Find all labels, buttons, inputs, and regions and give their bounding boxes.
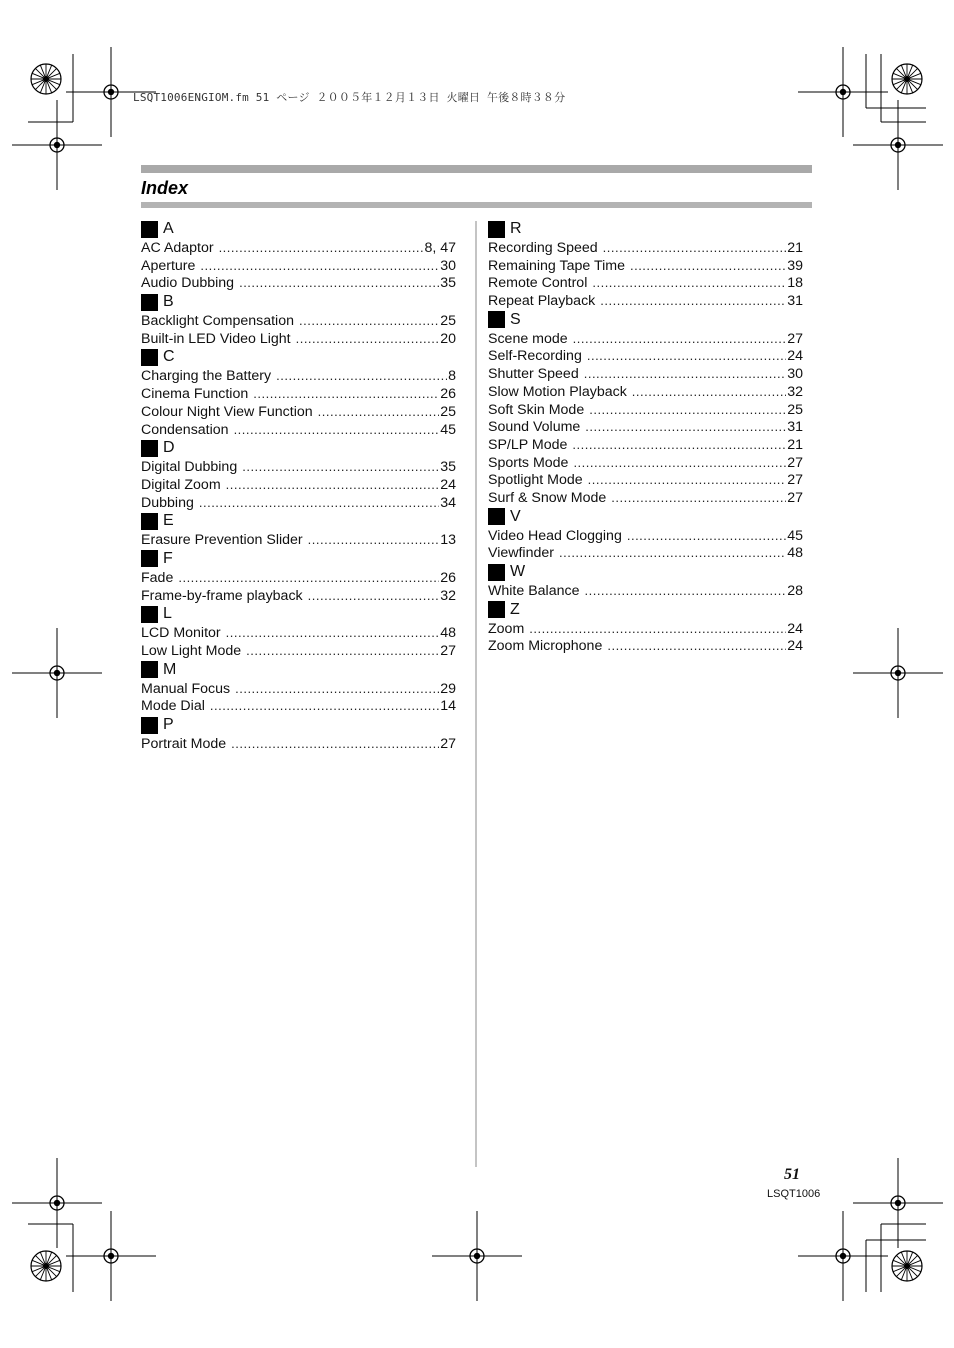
index-page-ref: 24: [440, 476, 456, 493]
index-entry: [488, 527, 803, 545]
dot-leader: [239, 274, 439, 292]
index-entry: [488, 292, 803, 310]
index-page-ref: 27: [787, 489, 803, 506]
dot-leader: [246, 642, 439, 660]
index-page-ref: 24: [787, 348, 803, 365]
index-entry: [141, 385, 456, 403]
dot-leader: [276, 367, 447, 385]
index-page-ref: 8, 47: [424, 240, 456, 256]
index-entry: [141, 735, 456, 753]
index-term: Video Head Clogging: [488, 527, 622, 544]
index-column-left: [141, 219, 456, 753]
index-term: Mode Dial: [141, 698, 205, 715]
dot-leader: [199, 494, 439, 512]
index-group-heading: [488, 219, 803, 239]
dot-leader: [603, 239, 787, 257]
index-entry: [488, 620, 803, 638]
index-page-ref: 35: [440, 275, 456, 292]
index-term: Built-in LED Video Light: [141, 330, 291, 347]
index-group-heading: [141, 219, 456, 239]
index-page-ref: 27: [440, 643, 456, 659]
index-term: Digital Dubbing: [141, 459, 238, 476]
dot-leader: [627, 527, 786, 545]
index-entry: [141, 312, 456, 330]
dot-leader: [630, 257, 786, 275]
index-entry: [141, 494, 456, 512]
index-page-ref: 24: [787, 620, 803, 637]
column-divider: [475, 221, 477, 1167]
index-term: Repeat Playback: [488, 293, 596, 310]
index-page-ref: 31: [787, 419, 803, 436]
dot-leader: [234, 421, 440, 439]
index-page-ref: 39: [787, 257, 803, 274]
dot-leader: [235, 680, 439, 698]
index-term: Spotlight Mode: [488, 472, 583, 489]
index-group-heading: [141, 604, 456, 624]
section-square-icon: [488, 221, 505, 238]
index-entry: [141, 274, 456, 292]
index-letter: L: [163, 605, 172, 623]
index-entry: [141, 330, 456, 348]
dot-leader: [231, 735, 439, 753]
index-term: Recording Speed: [488, 240, 598, 256]
index-page-ref: 28: [787, 583, 803, 599]
index-term: Zoom Microphone: [488, 638, 603, 655]
dot-leader: [308, 531, 440, 549]
dot-leader: [296, 330, 440, 348]
index-term: Erasure Prevention Slider: [141, 532, 303, 549]
dot-leader: [584, 582, 786, 600]
index-letter: R: [510, 220, 522, 237]
index-group-heading: [488, 310, 803, 330]
section-square-icon: [141, 661, 158, 678]
index-page-ref: 14: [440, 698, 456, 715]
index-page-ref: 35: [440, 459, 456, 476]
index-page-ref: 13: [440, 532, 456, 549]
dot-leader: [559, 544, 786, 562]
index-entry: [488, 274, 803, 292]
index-page-ref: 31: [787, 293, 803, 310]
index-term: LCD Monitor: [141, 625, 221, 642]
dot-leader: [299, 312, 439, 330]
index-entry: [488, 383, 803, 401]
index-group-heading: [141, 511, 456, 531]
index-term: Portrait Mode: [141, 736, 227, 753]
index-term: Frame-by-frame playback: [141, 587, 303, 604]
index-term: Sports Mode: [488, 454, 569, 471]
index-letter: A: [163, 220, 174, 237]
section-square-icon: [141, 221, 158, 238]
index-term: Manual Focus: [141, 680, 231, 697]
index-page-ref: 32: [440, 587, 456, 604]
index-term: Colour Night View Function: [141, 403, 313, 420]
section-square-icon: [141, 513, 158, 530]
index-term: Remote Control: [488, 275, 588, 292]
dot-leader: [600, 292, 786, 310]
dot-leader: [308, 587, 440, 605]
index-term: Aperture: [141, 257, 196, 274]
dot-leader: [572, 436, 786, 454]
index-letter: C: [163, 348, 175, 366]
index-entry: [141, 531, 456, 549]
title-rule-bottom: [141, 202, 812, 208]
index-term: Soft Skin Mode: [488, 401, 585, 418]
index-term: Zoom: [488, 620, 525, 637]
index-entry: [141, 421, 456, 439]
dot-leader: [226, 476, 440, 494]
index-page-ref: 48: [787, 545, 803, 562]
index-page-ref: 26: [440, 386, 456, 403]
dot-leader: [242, 458, 439, 476]
section-square-icon: [488, 508, 505, 525]
dot-leader: [529, 620, 786, 638]
index-page-ref: 20: [440, 330, 456, 347]
index-entry: [488, 454, 803, 472]
index-page-ref: 30: [440, 257, 456, 274]
index-letter: S: [510, 310, 521, 328]
index-page-ref: 45: [440, 421, 456, 438]
index-page-ref: 34: [440, 494, 456, 511]
index-group-heading: [141, 438, 456, 458]
index-term: Low Light Mode: [141, 643, 242, 659]
index-term: Surf & Snow Mode: [488, 489, 607, 506]
index-entry: [141, 697, 456, 715]
index-page-ref: 27: [787, 330, 803, 347]
page-title: Index: [141, 178, 189, 198]
dot-leader: [573, 454, 786, 472]
index-page-ref: 32: [787, 383, 803, 400]
dot-leader: [573, 330, 787, 348]
index-term: Sound Volume: [488, 419, 581, 436]
index-page-ref: 45: [787, 527, 803, 544]
index-entry: [141, 458, 456, 476]
index-letter: P: [163, 716, 174, 734]
dot-leader: [592, 274, 786, 292]
dot-leader: [226, 624, 440, 642]
dot-leader: [607, 637, 786, 655]
index-page-ref: 21: [787, 240, 803, 256]
index-entry: [141, 239, 456, 257]
index-entry: [488, 347, 803, 365]
index-term: Remaining Tape Time: [488, 257, 625, 274]
index-term: Backlight Compensation: [141, 313, 294, 330]
index-entry: [141, 403, 456, 421]
section-square-icon: [141, 349, 158, 366]
index-letter: D: [163, 439, 175, 457]
index-term: Cinema Function: [141, 386, 249, 403]
index-entry: [488, 436, 803, 454]
dot-leader: [219, 239, 424, 257]
dot-leader: [585, 418, 786, 436]
dot-leader: [253, 385, 439, 403]
index-term: Shutter Speed: [488, 366, 579, 383]
index-term: Condensation: [141, 421, 229, 438]
index-term: Self-Recording: [488, 348, 582, 365]
index-term: Audio Dubbing: [141, 275, 235, 292]
index-page-ref: 30: [787, 366, 803, 383]
index-term: Fade: [141, 569, 174, 586]
index-letter: M: [163, 660, 177, 678]
index-entry: [141, 680, 456, 698]
index-page-ref: 8: [448, 368, 456, 385]
index-entry: [141, 257, 456, 275]
dot-leader: [589, 401, 786, 419]
index-group-heading: [141, 347, 456, 367]
index-group-heading: [488, 562, 803, 582]
index-term: SP/LP Mode: [488, 436, 568, 453]
index-letter: Z: [510, 600, 520, 618]
index-entry: [141, 367, 456, 385]
index-term: Scene mode: [488, 330, 568, 347]
index-page-ref: 25: [440, 313, 456, 330]
index-entry: [488, 582, 803, 600]
section-square-icon: [488, 564, 505, 581]
index-page-ref: 21: [787, 436, 803, 453]
section-square-icon: [488, 311, 505, 328]
index-page-ref: 48: [440, 625, 456, 642]
index-entry: [141, 476, 456, 494]
index-letter: B: [163, 293, 174, 311]
dot-leader: [210, 697, 439, 715]
index-group-heading: [488, 600, 803, 620]
index-group-heading: [141, 292, 456, 312]
index-entry: [141, 569, 456, 587]
print-header: LSQT1006ENGIOM.fm 51 ページ ２００５年１２月１３日 火曜日 午後８時３８分: [133, 91, 566, 104]
dot-leader: [200, 257, 439, 275]
index-group-heading: [141, 660, 456, 680]
index-entry: [488, 489, 803, 507]
section-square-icon: [141, 717, 158, 734]
index-page-ref: 26: [440, 569, 456, 586]
dot-leader: [611, 489, 786, 507]
index-term: AC Adaptor: [141, 240, 214, 256]
index-entry: [488, 544, 803, 562]
index-letter: V: [510, 507, 521, 525]
index-group-heading: [141, 715, 456, 735]
index-entry: [488, 471, 803, 489]
index-term: Charging the Battery: [141, 368, 272, 385]
index-entry: [488, 637, 803, 655]
dot-leader: [587, 347, 786, 365]
index-letter: W: [510, 563, 526, 580]
index-entry: [488, 418, 803, 436]
index-entry: [488, 401, 803, 419]
dot-leader: [178, 569, 439, 587]
index-entry: [488, 365, 803, 383]
index-page-ref: 18: [787, 275, 803, 292]
index-entry: [488, 239, 803, 257]
index-group-heading: [488, 507, 803, 527]
index-entry: [488, 330, 803, 348]
dot-leader: [318, 403, 440, 421]
index-term: Viewfinder: [488, 545, 554, 562]
index-term: White Balance: [488, 583, 580, 599]
index-letter: F: [163, 549, 173, 567]
index-page-ref: 25: [440, 403, 456, 420]
dot-leader: [632, 383, 786, 401]
index-page-ref: 27: [787, 454, 803, 471]
index-page-ref: 29: [440, 680, 456, 697]
index-page-ref: 27: [787, 472, 803, 489]
index-group-heading: [141, 549, 456, 569]
index-page-ref: 27: [440, 736, 456, 753]
index-entry: [488, 257, 803, 275]
index-term: Dubbing: [141, 494, 194, 511]
section-square-icon: [141, 606, 158, 623]
index-column-right: [488, 219, 803, 655]
index-letter: E: [163, 512, 174, 530]
index-page-ref: 25: [787, 401, 803, 418]
page-number: 51: [784, 1166, 800, 1183]
index-entry: [141, 587, 456, 605]
index-entry: [141, 624, 456, 642]
dot-leader: [588, 471, 787, 489]
section-square-icon: [488, 601, 505, 618]
index-page-ref: 24: [787, 638, 803, 655]
index-term: Slow Motion Playback: [488, 383, 627, 400]
index-entry: [141, 642, 456, 660]
section-square-icon: [141, 550, 158, 567]
section-square-icon: [141, 440, 158, 457]
index-term: Digital Zoom: [141, 476, 221, 493]
section-square-icon: [141, 294, 158, 311]
dot-leader: [584, 365, 787, 383]
title-rule-top: [141, 165, 812, 173]
model-code: LSQT1006: [767, 1188, 821, 1200]
